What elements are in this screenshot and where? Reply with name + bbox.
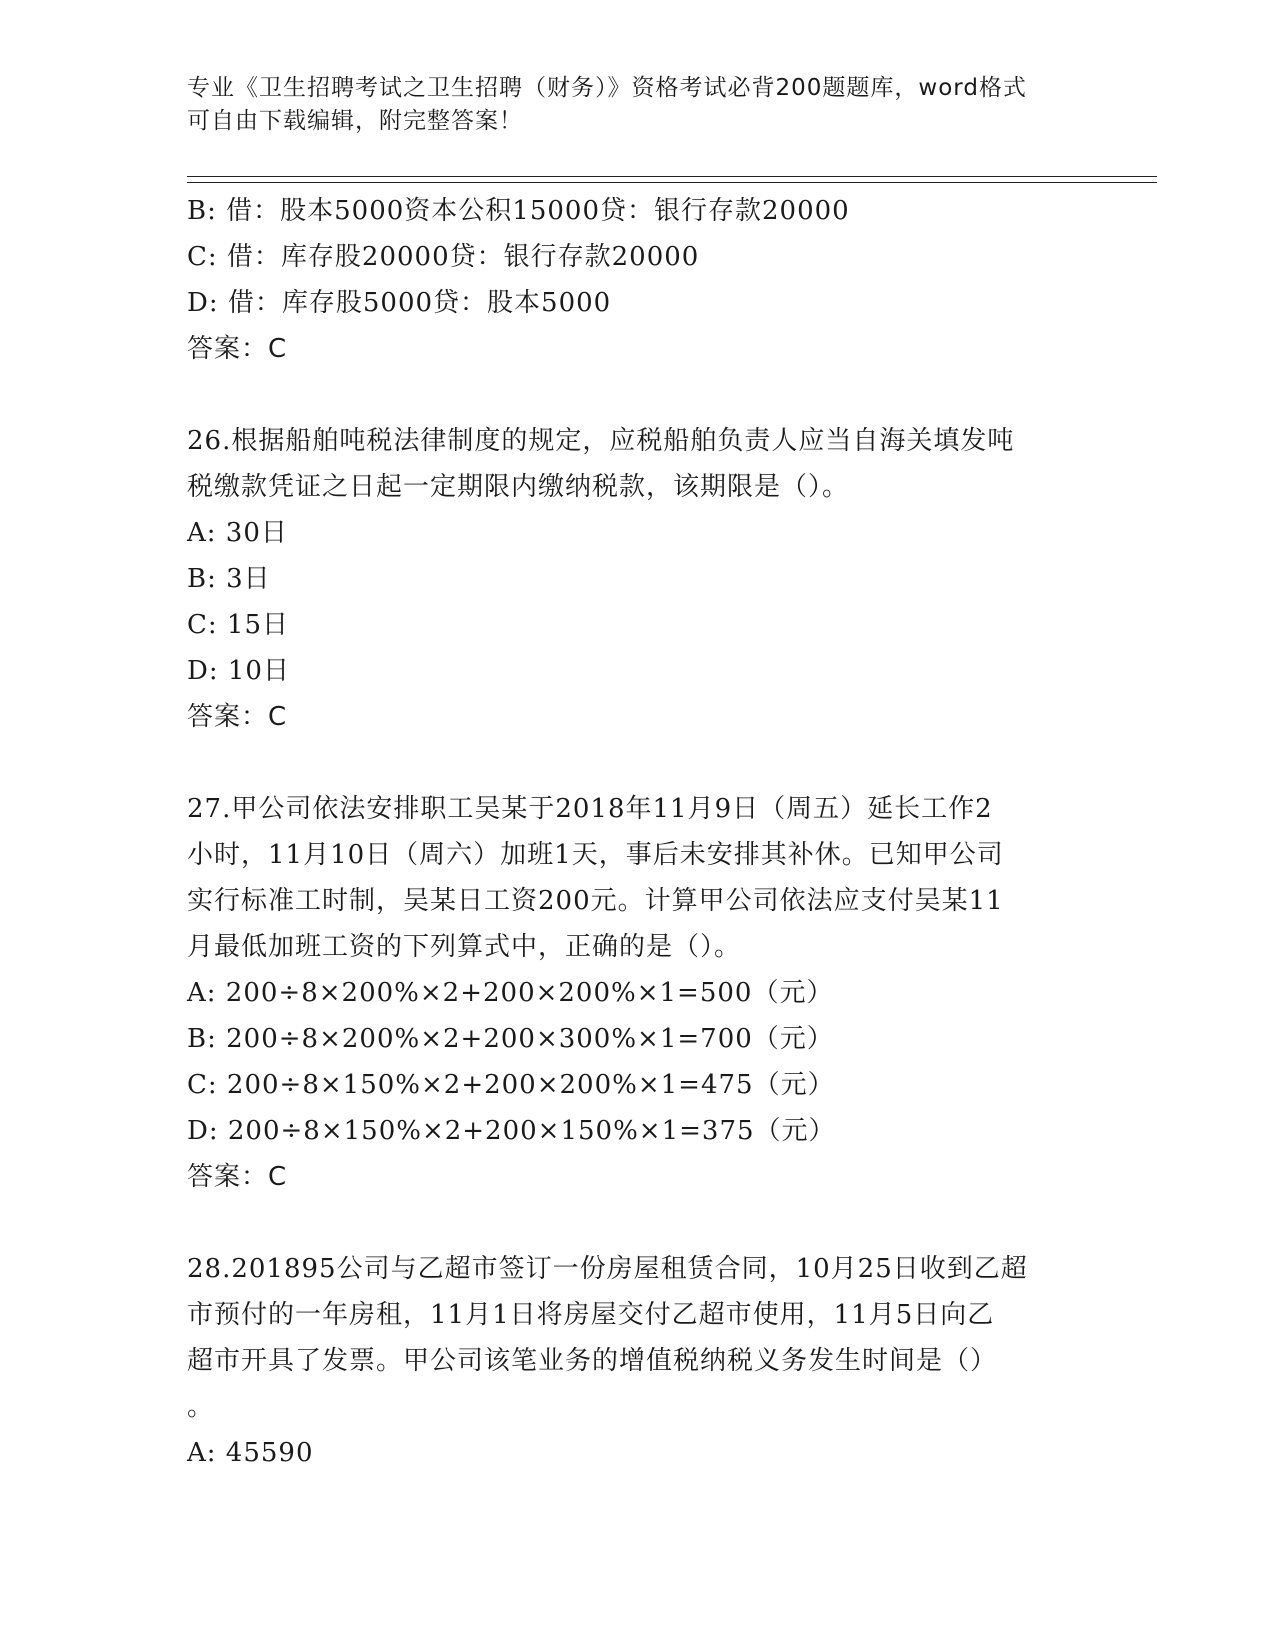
- answer: 答案：C: [187, 334, 288, 364]
- option-b: B: 200÷8×200%×2+200×300%×1=700（元）: [187, 1024, 834, 1054]
- option-a: A: 45590: [187, 1438, 314, 1468]
- question-text-line: 28.201895公司与乙超市签订一份房屋租赁合同，10月25日收到乙超: [187, 1254, 1028, 1284]
- spacer: [187, 740, 1087, 786]
- question-text-line: 小时，11月10日（周六）加班1天，事后未安排其补休。已知甲公司: [187, 840, 1004, 870]
- option-d: D: 200÷8×150%×2+200×150%×1=375（元）: [187, 1116, 836, 1146]
- header-line-1: 专业《卫生招聘考试之卫生招聘（财务）》资格考试必背200题题库，word格式: [187, 75, 1027, 101]
- answer: 答案：C: [187, 702, 288, 732]
- question-text-line: 。: [187, 1392, 215, 1422]
- option-b: B: 借：股本5000资本公积15000贷：银行存款20000: [187, 196, 850, 226]
- question-text-line: 27.甲公司依法安排职工吴某于2018年11月9日（周五）延长工作2: [187, 794, 993, 824]
- spacer: [187, 1200, 1087, 1246]
- option-c: C: 200÷8×150%×2+200×200%×1=475（元）: [187, 1070, 835, 1100]
- option-a: A: 200÷8×200%×2+200×200%×1=500（元）: [187, 978, 834, 1008]
- question-25-continued: [187, 188, 1087, 372]
- option-d: D: 10日: [187, 656, 290, 686]
- question-list: [187, 188, 1087, 1476]
- option-c: C: 15日: [187, 610, 290, 640]
- question-28: [187, 1246, 1087, 1476]
- option-c: C: 借：库存股20000贷：银行存款20000: [187, 242, 700, 272]
- question-text-line: 月最低加班工资的下列算式中，正确的是（）。: [187, 932, 742, 962]
- question-27: [187, 786, 1087, 1200]
- answer: 答案：C: [187, 1162, 288, 1192]
- question-text-line: 实行标准工时制，吴某日工资200元。计算甲公司依法应支付吴某11: [187, 886, 1004, 916]
- header-line-2: 可自由下载编辑，附完整答案！: [187, 108, 523, 134]
- spacer: [187, 372, 1087, 418]
- option-a: A: 30日: [187, 518, 288, 548]
- question-text-line: 市预付的一年房租，11月1日将房屋交付乙超市使用，11月5日向乙: [187, 1300, 995, 1330]
- header-divider-top: [187, 176, 1157, 177]
- question-text-line: 超市开具了发票。甲公司该笔业务的增值税纳税义务发生时间是（）: [187, 1346, 998, 1376]
- question-26: [187, 418, 1087, 740]
- option-d: D: 借：库存股5000贷：股本5000: [187, 288, 612, 318]
- document-header: [187, 72, 1067, 138]
- header-divider-bottom: [187, 182, 1157, 183]
- option-b: B: 3日: [187, 564, 271, 594]
- question-text-line: 税缴款凭证之日起一定期限内缴纳税款，该期限是（）。: [187, 472, 850, 502]
- question-text-line: 26.根据船舶吨税法律制度的规定，应税船舶负责人应当自海关填发吨: [187, 426, 1015, 456]
